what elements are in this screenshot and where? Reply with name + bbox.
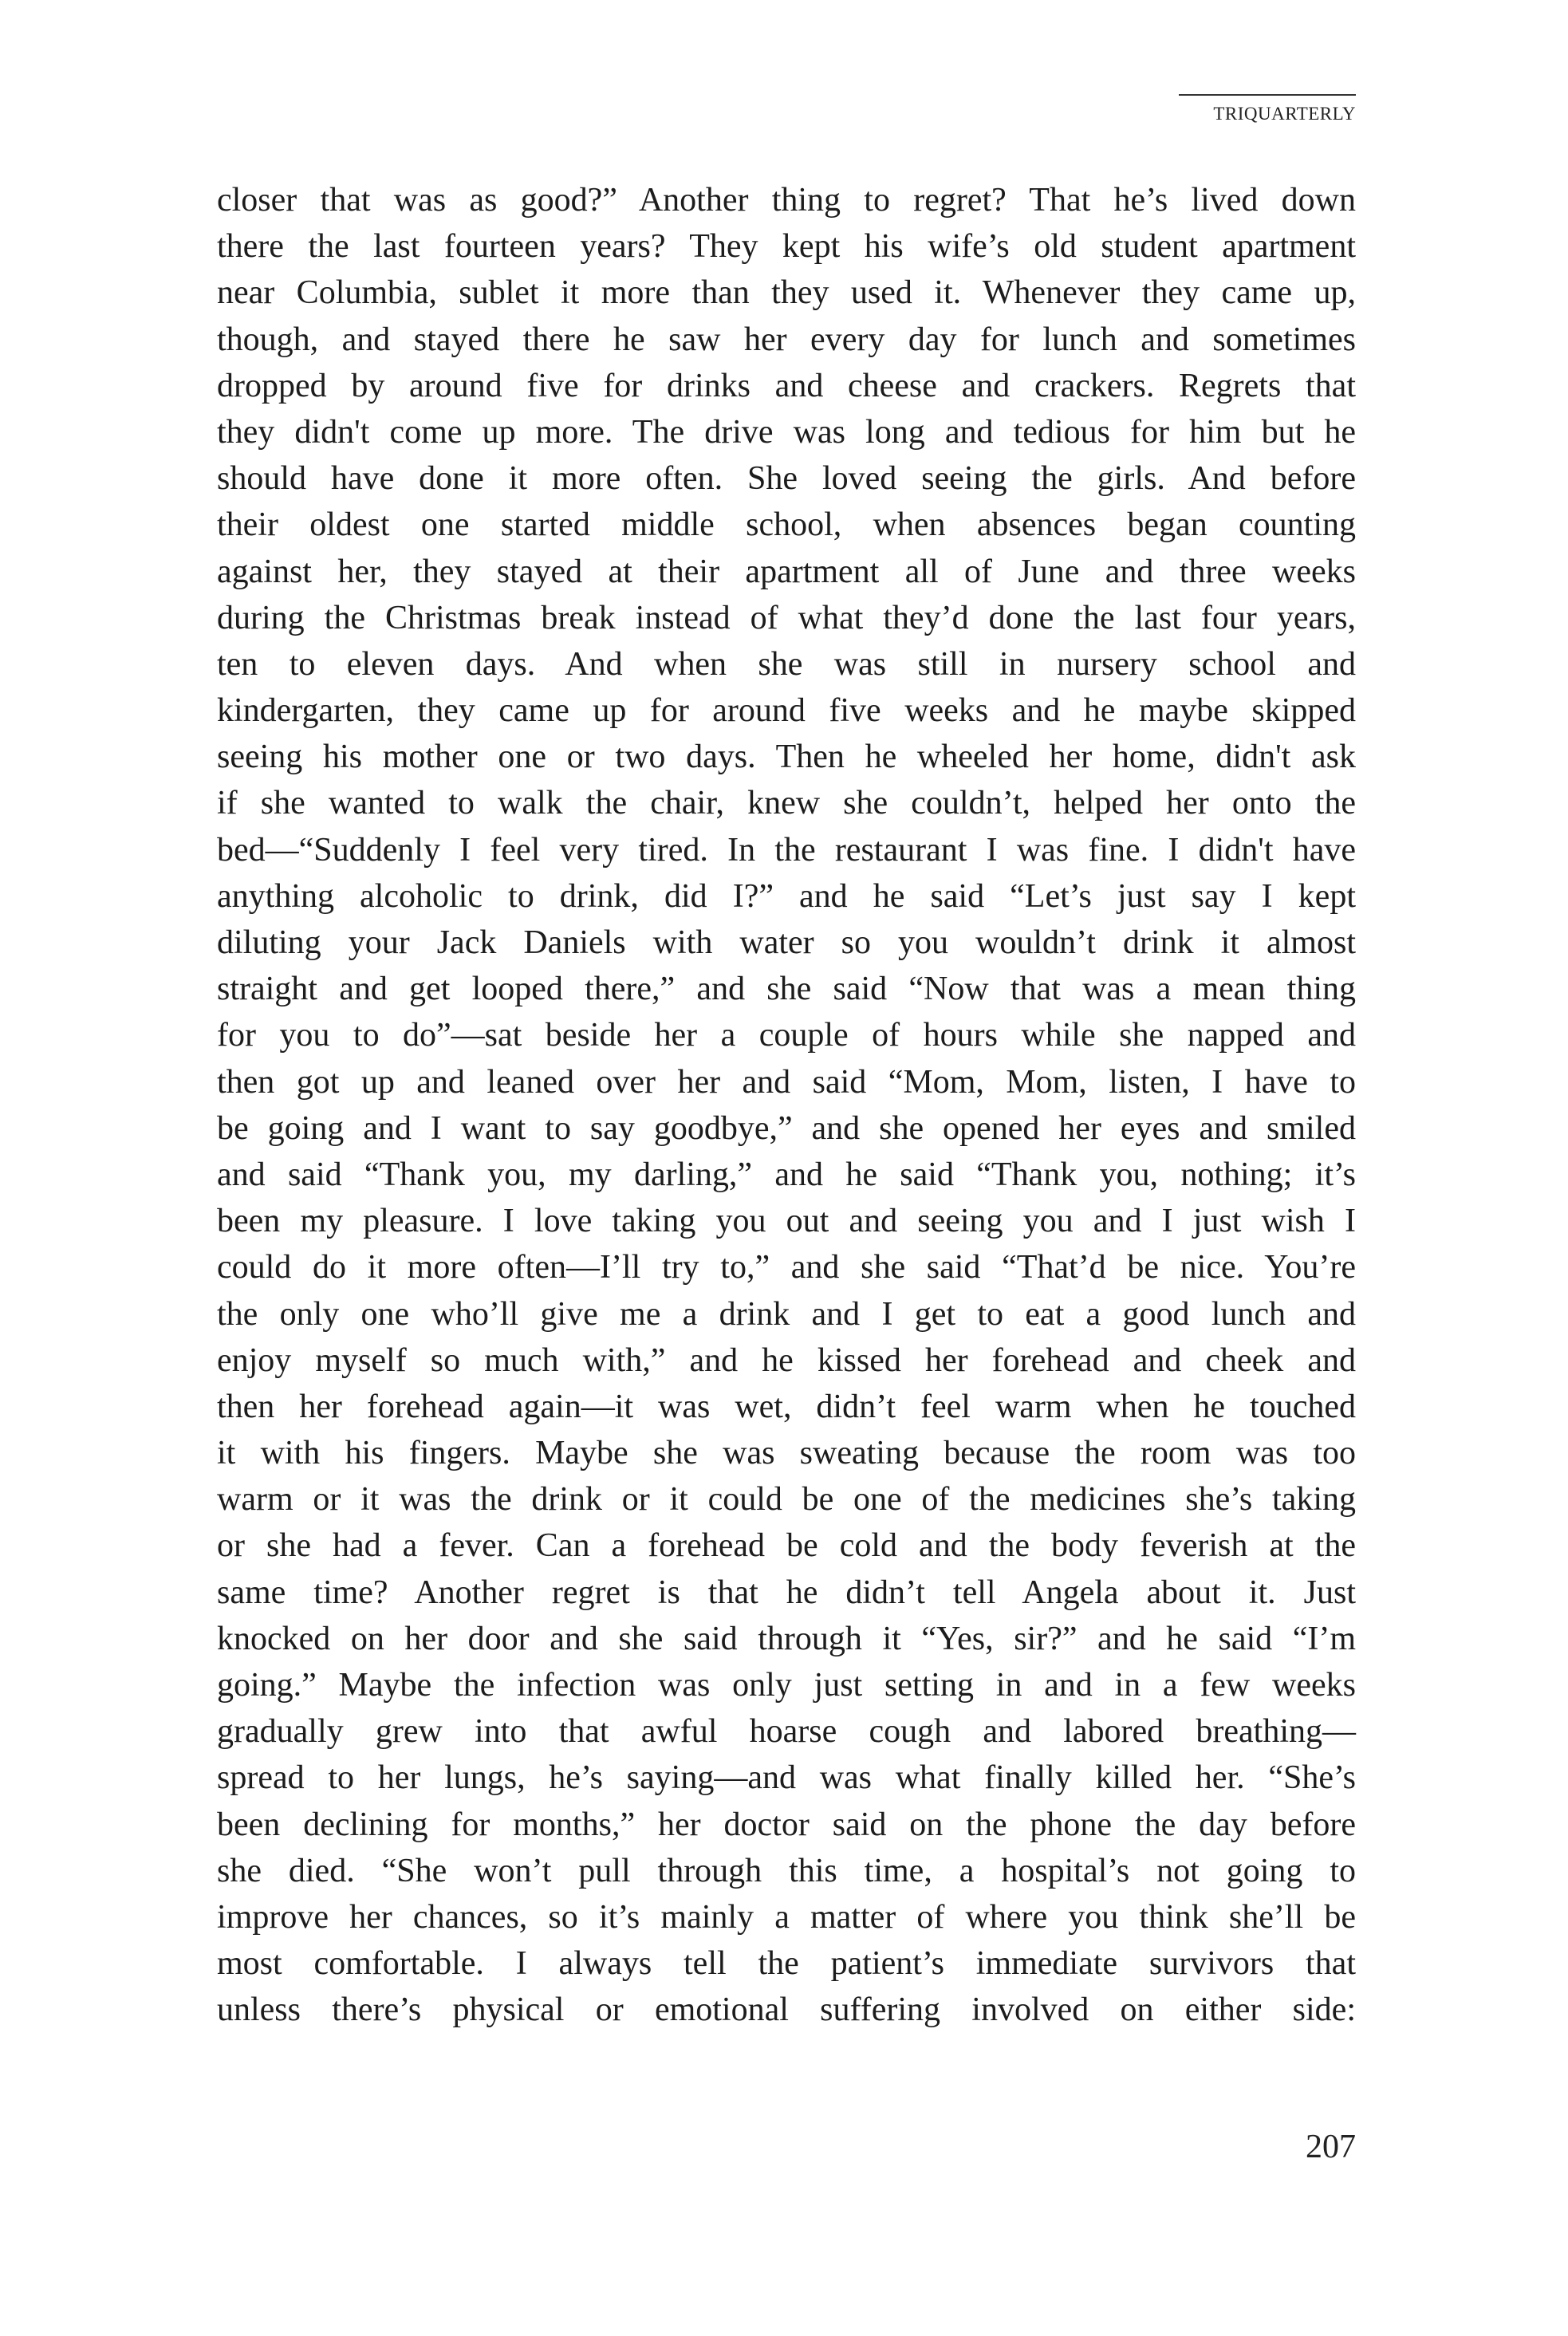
body-text bbox=[217, 177, 1356, 2034]
text-line: it with his fingers. Maybe she was sweating because the room was too bbox=[217, 1435, 1356, 1472]
text-line: could do it more often—I’ll try to,” and she said “That’d be nice. You’re bbox=[217, 1249, 1356, 1286]
text-line: been declining for months,” her doctor said on the phone the day before bbox=[217, 1806, 1356, 1843]
text-line: been my pleasure. I love taking you out and seeing you and I just wish I bbox=[217, 1203, 1356, 1240]
text-line: and said “Thank you, my darling,” and he said “Thank you, nothing; it’s bbox=[217, 1156, 1356, 1193]
text-line: enjoy myself so much with,” and he kissed her forehead and cheek and bbox=[217, 1341, 1356, 1379]
text-line: straight and get looped there,” and she said “Now that was a mean thing bbox=[217, 971, 1356, 1008]
text-line: seeing his mother one or two days. Then he wheeled her home, didn't ask bbox=[217, 739, 1356, 776]
text-line: same time? Another regret is that he didn’t tell Angela about it. Just bbox=[217, 1574, 1356, 1611]
text-line: diluting your Jack Daniels with water so you wouldn’t drink it almost bbox=[217, 924, 1356, 961]
page-number: 207 bbox=[1306, 2129, 1356, 2165]
text-line: spread to her lungs, he’s saying—and was what finally killed her. “She’s bbox=[217, 1759, 1356, 1797]
text-line: most comfortable. I always tell the patient’s immediate survivors that bbox=[217, 1945, 1356, 1983]
text-line: though, and stayed there he saw her every day for lunch and sometimes bbox=[217, 321, 1356, 358]
text-line: should have done it more often. She loved seeing the girls. And before bbox=[217, 460, 1356, 498]
text-line: anything alcoholic to drink, did I?” and he said “Let’s just say I kept bbox=[217, 877, 1356, 915]
text-line: bed—“Suddenly I feel very tired. In the restaurant I was fine. I didn't have bbox=[217, 831, 1356, 869]
text-line: near Columbia, sublet it more than they used it. Whenever they came up, bbox=[217, 274, 1356, 312]
text-line: then her forehead again—it was wet, didn’t feel warm when he touched bbox=[217, 1388, 1356, 1425]
text-line: their oldest one started middle school, when absences began counting bbox=[217, 506, 1356, 544]
running-head: TRIQUARTERLY bbox=[1179, 94, 1356, 124]
text-line: kindergarten, they came up for around five weeks and he maybe skipped bbox=[217, 692, 1356, 730]
text-line: dropped by around five for drinks and cheese and crackers. Regrets that bbox=[217, 367, 1356, 404]
text-line: closer that was as good?” Another thing to regret? That he’s lived down bbox=[217, 182, 1356, 219]
text-line: against her, they stayed at their apartment all of June and three weeks bbox=[217, 553, 1356, 590]
text-line: knocked on her door and she said through it “Yes, sir?” and he said “I’m bbox=[217, 1620, 1356, 1657]
text-line: during the Christmas break instead of what they’d done the last four years, bbox=[217, 599, 1356, 636]
text-line: they didn't come up more. The drive was long and tedious for him but he bbox=[217, 413, 1356, 451]
text-line: going.” Maybe the infection was only just setting in and in a few weeks bbox=[217, 1667, 1356, 1704]
text-line: gradually grew into that awful hoarse cough and labored breathing— bbox=[217, 1713, 1356, 1751]
text-line: she died. “She won’t pull through this time, a hospital’s not going to bbox=[217, 1852, 1356, 1889]
text-line: then got up and leaned over her and said “Mom, Mom, listen, I have to bbox=[217, 1063, 1356, 1101]
text-line: improve her chances, so it’s mainly a matter of where you think she’ll be bbox=[217, 1898, 1356, 1936]
text-line: for you to do”—sat beside her a couple of hours while she napped and bbox=[217, 1017, 1356, 1054]
text-line: unless there’s physical or emotional suffering involved on either side: bbox=[217, 1991, 1356, 2029]
text-line: there the last fourteen years? They kept his wife’s old student apartment bbox=[217, 228, 1356, 266]
text-line: or she had a fever. Can a forehead be cold and the body feverish at the bbox=[217, 1527, 1356, 1565]
text-line: be going and I want to say goodbye,” and she opened her eyes and smiled bbox=[217, 1109, 1356, 1147]
text-line: ten to eleven days. And when she was still in nursery school and bbox=[217, 645, 1356, 683]
text-line: if she wanted to walk the chair, knew she couldn’t, helped her onto the bbox=[217, 785, 1356, 822]
text-line: warm or it was the drink or it could be one of the medicines she’s taking bbox=[217, 1481, 1356, 1519]
text-line: the only one who’ll give me a drink and I get to eat a good lunch and bbox=[217, 1295, 1356, 1333]
